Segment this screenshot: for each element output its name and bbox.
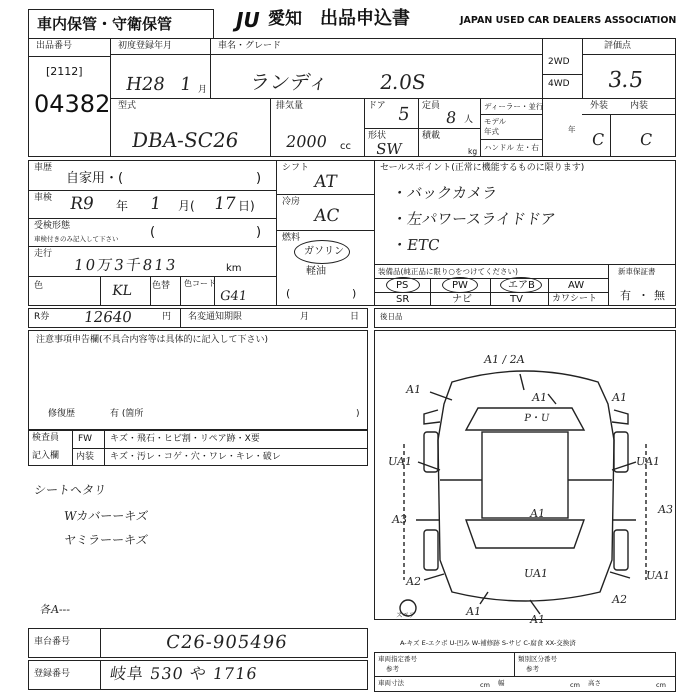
exterior-label: 外装 (590, 101, 609, 111)
warranty-label: 新車保証書 (618, 267, 656, 276)
interior-label: 内装 (630, 101, 649, 111)
history-label: 車歴 (34, 163, 53, 173)
equip-navi: ナビ (452, 294, 472, 305)
dealer-label: ディーラー・並行 (484, 102, 544, 111)
sales-points-label: セールスポイント(正常に機能するものに限ります) (380, 163, 585, 173)
note-wcover: Wカバーーキズ (63, 509, 150, 523)
registration-label: 登録番号 (34, 669, 71, 679)
first-reg-month-unit: 月 (198, 85, 208, 95)
fuel-diesel: 軽油 (306, 266, 326, 277)
car-name: ランディ (248, 70, 331, 94)
deadline-month: 月 (300, 312, 310, 322)
mark-front-top: A1 / 2A (483, 353, 526, 366)
mileage-unit: km (226, 263, 242, 274)
mark-front-left: A1 (405, 383, 422, 396)
load-label: 積載 (422, 131, 441, 141)
lot-label: 出品番号 (36, 41, 73, 51)
fuel-gasoline: ガソリン (304, 246, 344, 257)
mark-rear-right: UA1 (645, 569, 671, 582)
mark-windshield: P・U (523, 413, 550, 424)
width-unit: cm (570, 681, 580, 689)
form-label: 形状 (368, 131, 387, 141)
chassis-label: 車台番号 (34, 637, 71, 647)
inspector-row1-text: キズ・飛石・ヒビ割・リペア跡・X要 (110, 434, 260, 444)
shift-value: AT (312, 172, 339, 192)
displacement-value: 2000 (284, 132, 329, 151)
equipment-label: 装備品(純正品に限り○をつけてください) (378, 267, 518, 276)
drive-4wd: 4WD (548, 79, 570, 89)
type-number-label: 類別区分番号 (518, 655, 557, 663)
form-value: SW (374, 140, 404, 158)
equip-leather-seat: カワシート (552, 294, 598, 304)
model-year-label1: モデル (484, 117, 507, 126)
receipt-close: ) (256, 225, 262, 240)
registration-value: 岐阜 530 や 1716 (108, 664, 259, 683)
mark-front-right: A1 (611, 391, 628, 404)
inspection-year-unit: 年 (116, 199, 129, 213)
car-grade: 2.0S (378, 70, 428, 94)
damage-legend: A-キズ E-エクボ U-凹み W-補修跡 S-サビ C-腐食 XX-交換済 (400, 639, 576, 647)
color-swap-label: 色替 (152, 281, 171, 291)
inspection-label: 車検 (34, 193, 53, 203)
name-label: 車名・グレード (218, 41, 282, 51)
receipt-open: ( (150, 225, 156, 240)
deadline-day: 日 (350, 312, 360, 322)
inspection-month: 1 (148, 194, 163, 214)
first-reg-year: H28 (124, 74, 167, 95)
inspection-day-unit: 日) (238, 199, 255, 213)
inspector-label-1: 検査員 (32, 433, 60, 443)
color-code-value: G41 (218, 289, 248, 304)
first-reg-month: 1 (178, 74, 193, 95)
equip-aw: AW (568, 280, 585, 291)
association-name: JAPAN USED CAR DEALERS ASSOCIATION (460, 15, 677, 26)
mark-left-front-door: UA1 (387, 455, 413, 468)
interior-value: C (638, 130, 654, 149)
score-label: 評価点 (604, 41, 632, 51)
mark-hood: A1 (531, 391, 548, 404)
exterior-value: C (590, 130, 606, 149)
fuel-label: 燃料 (282, 233, 301, 243)
capacity-value: 8 (444, 108, 458, 127)
spare-label: スペア (396, 611, 416, 619)
r-ticket-label: R券 (34, 312, 50, 322)
mark-roof-rear: A1 (529, 507, 546, 520)
lot-number: 04382 (34, 90, 111, 118)
height-label: 高さ (588, 679, 601, 687)
sales-point-1: ・バックカメラ (390, 184, 499, 202)
receipt-sub: 車検付きのみ記入して下さい (34, 235, 119, 243)
cc-unit: cc (340, 141, 351, 152)
mark-rear-bumper-center: A1 (529, 613, 546, 626)
lot-sub: [2112] (46, 65, 83, 78)
equip-tv: TV (510, 294, 523, 305)
inspection-year: R9 (68, 194, 96, 214)
chassis-value: C26-905496 (164, 632, 290, 653)
type-number-ref: 参考 (526, 665, 539, 673)
kg-unit: kg (468, 147, 478, 156)
color-label: 色 (34, 281, 44, 291)
sales-point-2: ・左パワースライドドア (390, 210, 557, 228)
mark-right-rear: A3 (657, 503, 674, 516)
year-unit: 年 (568, 125, 576, 134)
receipt-label: 受検形態 (34, 221, 71, 231)
width-label: 幅 (498, 679, 505, 687)
mark-rear-center: UA1 (523, 567, 549, 580)
score-value: 3.5 (606, 68, 645, 93)
logo-mark: JU (236, 8, 260, 32)
height-unit: cm (656, 681, 666, 689)
fuel-paren-open: ( (286, 287, 291, 300)
history-value: 自家用・( (66, 171, 124, 186)
mark-rear-bumper-left: A1 (465, 605, 482, 618)
model-year-label2: 年式 (484, 127, 499, 136)
ac-value: AC (312, 206, 341, 226)
fuel-paren-close: ) (352, 287, 357, 300)
warranty-no: 無 (654, 289, 665, 302)
mileage-label: 走行 (34, 249, 53, 259)
capacity-label: 定員 (422, 101, 441, 111)
model-value: DBA-SC26 (130, 128, 241, 152)
notes-label: 注意事項申告欄(不具合内容等は具体的に記入して下さい) (36, 335, 269, 345)
storage-stamp: 車内保管・守衛保管 (37, 15, 173, 33)
warranty-sep: ・ (638, 289, 649, 302)
first-reg-label: 初度登録年月 (118, 41, 173, 51)
length-label: 車両寸法 (378, 679, 404, 687)
mark-rear-bumper-right: A2 (611, 593, 628, 606)
handle-label: ハンドル 左・右 (484, 143, 539, 152)
deadline-label: 名変通知期限 (188, 312, 243, 322)
model-label: 型式 (118, 101, 137, 111)
inspector-row2-head: 内装 (76, 452, 95, 462)
capacity-unit: 人 (464, 115, 474, 125)
note-bottom: 各A--- (39, 603, 72, 616)
repair-label: 修復歴 (48, 409, 76, 419)
doors-label: ドア (368, 101, 386, 111)
equip-airbag: エアB (508, 280, 535, 291)
r-ticket-value: 12640 (82, 308, 134, 326)
history-close: ) (256, 171, 262, 186)
color-value: KL (110, 283, 133, 299)
displacement-label: 排気量 (276, 101, 304, 111)
color-code-label: 色コード (184, 279, 216, 288)
equip-sr: SR (396, 294, 410, 305)
later-items-label: 後日品 (380, 312, 403, 321)
ac-label: 冷房 (282, 197, 301, 207)
mileage-value: 10万3千813 (72, 256, 179, 274)
logo-place: 愛知 (268, 9, 302, 29)
drive-2wd: 2WD (548, 57, 570, 67)
shift-label: シフト (282, 163, 310, 173)
inspector-row1-head: FW (78, 434, 93, 444)
doors-value: 5 (396, 104, 411, 125)
r-ticket-unit: 円 (162, 312, 172, 322)
sales-point-3: ・ETC (390, 236, 441, 254)
inspector-label-2: 記入欄 (32, 451, 60, 461)
inspection-month-unit: 月( (178, 199, 195, 213)
inspection-day: 17 (212, 194, 238, 214)
special-number-label: 車両指定番号 (378, 655, 417, 663)
form-title: 出品申込書 (320, 8, 410, 29)
mark-left-rear: A3 (391, 513, 408, 526)
length-unit: cm (480, 681, 490, 689)
mark-rear-left: A2 (405, 575, 422, 588)
repair-value: 有 (箇所 (110, 409, 144, 419)
note-seat: シートヘタリ (33, 483, 107, 497)
warranty-yes: 有 (620, 289, 631, 302)
special-number-ref: 参考 (386, 665, 399, 673)
inspector-row2-text: キズ・汚レ・コゲ・穴・ワレ・キレ・破レ (110, 452, 281, 462)
equip-pw: PW (452, 280, 468, 291)
note-mirror: ヤミラーーキズ (63, 533, 149, 547)
repair-close: ) (356, 409, 360, 419)
equip-ps: PS (396, 280, 409, 291)
mark-right-front-door: UA1 (635, 455, 661, 468)
